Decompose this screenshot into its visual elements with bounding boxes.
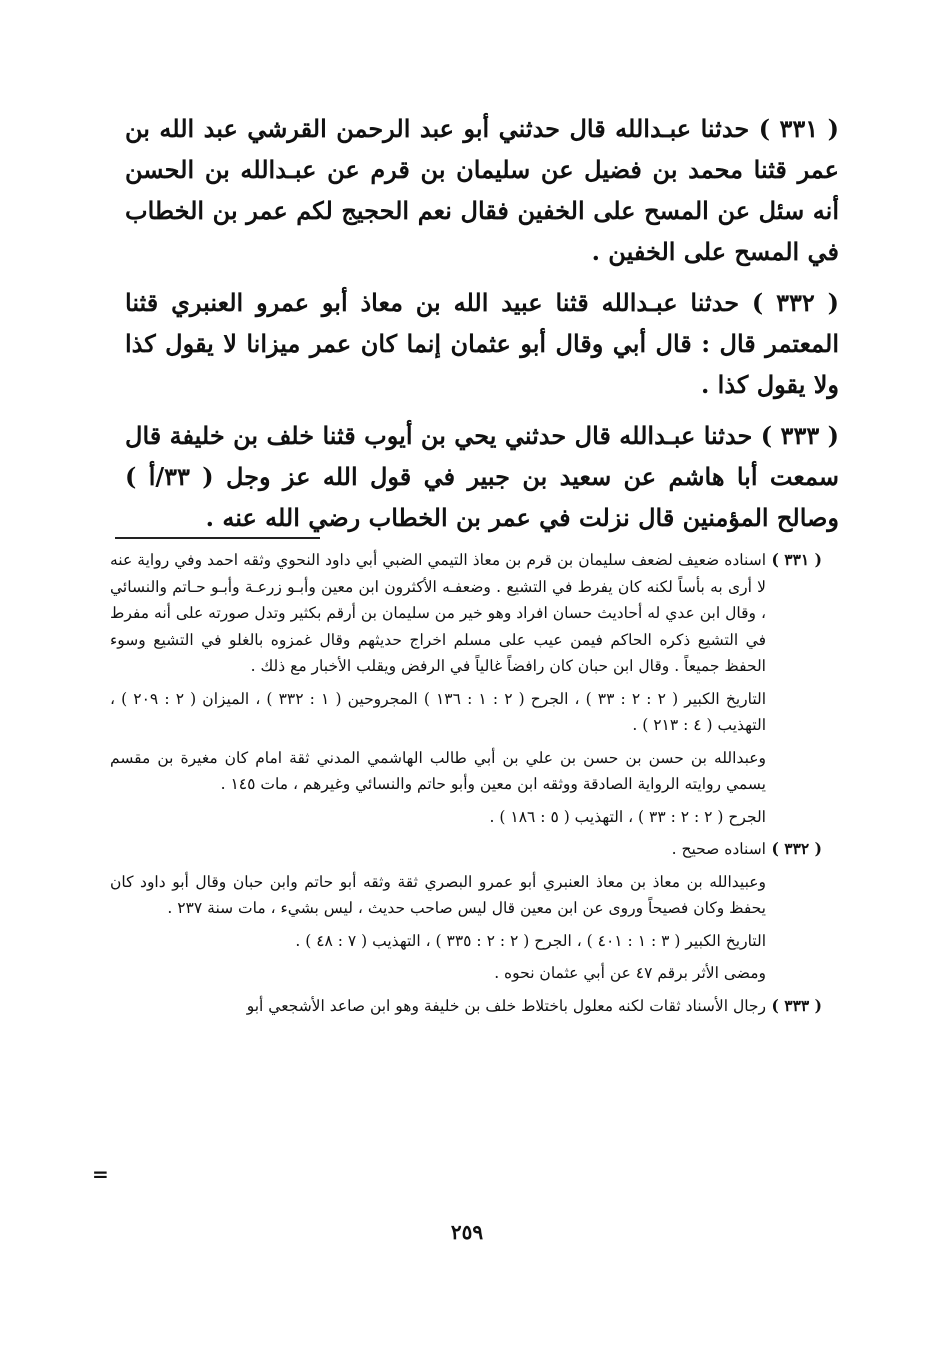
footnote-332-text: اسناده صحيح . [671,840,766,858]
page-number: ٢٥٩ [450,1220,484,1244]
hadith-332: ( ٣٣٢ ) حدثنا عبـدالله قثنا عبيد الله بن معاذ أبو عمرو العنبري قثنا المعتمر قال : قال أبي وقال أبو عثمان إنما كان عمر ميزانا لا يقول كذا ولا يقول كذا . [125,288,839,399]
footnote-331-text: اسناده ضعيف لضعف سليمان بن قرم بن معاذ التيمي الضبي أبي داود النحوي وثقه احمد وفي رواية عنه لا أرى به بأساً لكنه كان يفرط في التشيع . وضعفـه الأكثرون ابن معين وأبـو زرعـة وأبـو حـاتم والنسائي ، وقال ابن عدي له أحاديث حسان افراد وهو خير من سليمان بن أرقم بكثير وتدل صورته على أنه مفرط في التشيع ذكره الحاكم فيمن عيب على مسلم اخراج حديثهم وقال غمزوه بالغلو في التشيع وسوء الحفظ جميعاً . وقال ابن حبان كان رافضاً غالياً في الرفض ويقلب الأخبار مع ذلك . [110,551,766,675]
footnote-331-bio: وعبدالله بن حسن بن حسن بن علي بن أبي طالب الهاشمي المدني ثقة امام كان مغيرة بن مقسم يسمي روايته الرواية الصادقة ووثقه ابن معين وأبو حاتم والنسائي وغيرهم ، مات ١٤٥ . [110,748,766,793]
footnote-331 [110,547,822,680]
footnote-332-note: ومضى الأثر برقم ٤٧ عن أبي عثمان نحوه . [494,964,766,982]
footnote-332-bio: وعبيدالله بن معاذ بن معاذ العنبري أبو عمرو البصري ثقة وثقه أبو حاتم وابن حبان وقال أبو داود كان يحفظ وكان فصيحاً وروى عن ابن معين قال ليس صاحب حديث ، ليس بشيء ، مات سنة ٢٣٧ . [110,872,766,917]
footnote-332 [110,836,822,863]
footnote-333-label: ( ٣٣٣ ) [771,995,822,1015]
main-text [125,108,839,538]
footnote-331-refs: التاريخ الكبير ( ٢ : ٢ : ٣٣ ) ، الجرح ( ٢ : ١ : ١٣٦ ) المجروحين ( ١ : ٣٣٢ ) ، الميزان ( ٢ : ٢٠٩ ) ، التهذيب ( ٤ : ٢١٣ ) . [110,689,767,734]
footnote-331-label: ( ٣٣١ ) [771,550,822,569]
footnote-separator [115,537,320,539]
footnotes [110,547,822,1019]
hadith-333: ( ٣٣٣ ) حدثنا عبـدالله قال حدثني يحي بن أيوب قثنا خلف بن خليفة قال سمعت أبا هاشم عن سعيد بن جبير في قول الله عز وجل ( ٣٣/أ ) وصالح المؤمنين قال نزلت في عمر بن الخطاب رضي الله عنه . [125,421,839,532]
footnote-332-refs: التاريخ الكبير ( ٣ : ١ : ٤٠١ ) ، الجرح ( ٢ : ٢ : ٣٣٥ ) ، التهذيب ( ٧ : ٤٨ ) . [295,931,766,950]
footnote-333-text: رجال الأسناد ثقات لكنه معلول باختلاط خلف بن خليفة وهو ابن صاعد الأشجعي أبو [246,996,766,1015]
footnote-331-bio-refs: الجرح ( ٢ : ٢ : ٣٣ ) ، التهذيب ( ٥ : ١٨٦ ) . [489,807,766,826]
continuation-mark: = [92,1162,109,1186]
footnote-333 [110,993,822,1020]
footnote-332-label: ( ٣٣٢ ) [771,839,822,858]
hadith-331: ( ٣٣١ ) حدثنا عبـدالله قال حدثني أبو عبد الرحمن القرشي عبد الله بن عمر قثنا محمد بن فضيل عن سليمان بن قرم عن عبـدالله بن الحسن أنه سئل عن المسح على الخفين فقال نعم الحجيج لكم عمر بن الخطاب في المسح على الخفين . [125,114,839,266]
